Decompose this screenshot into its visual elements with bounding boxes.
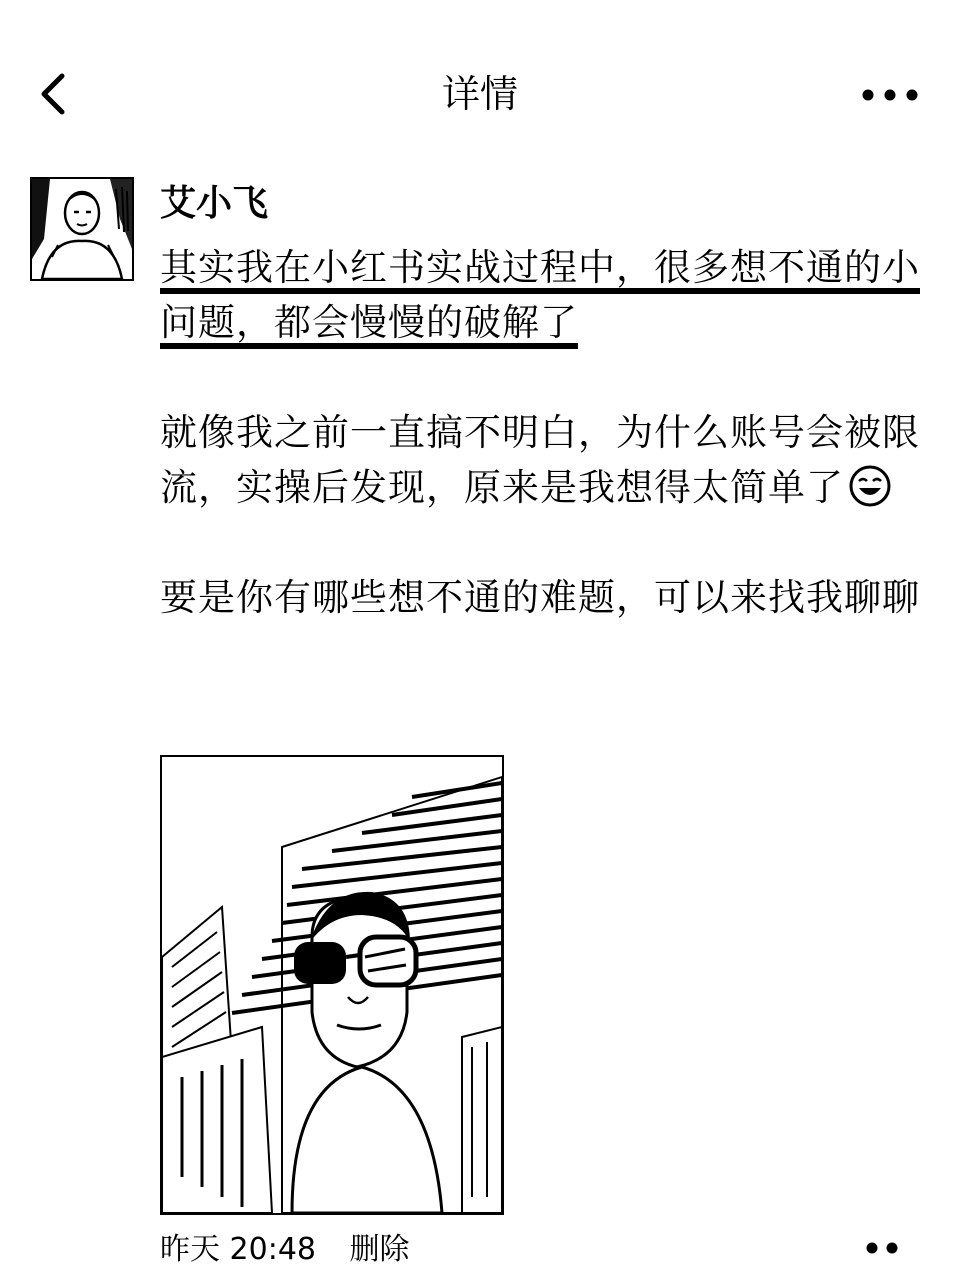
person-avatar-image — [32, 179, 132, 279]
post-paragraph — [160, 405, 920, 515]
grinning-emoji-icon — [848, 464, 892, 508]
delete-button[interactable]: 删除 — [349, 1232, 410, 1267]
post-timestamp: 昨天 20:48 — [160, 1232, 316, 1267]
post-photo[interactable] — [160, 755, 504, 1215]
author-avatar[interactable] — [30, 177, 134, 281]
comment-like-button[interactable] — [860, 1236, 904, 1260]
post-paragraph-text: 其实我在小红书实战过程中，很多想不通的小问题，都会慢慢的破解了 — [160, 246, 920, 344]
post-paragraph — [160, 570, 920, 625]
post-paragraph — [160, 240, 920, 350]
post-content — [160, 240, 920, 680]
top-navigation-bar — [0, 0, 960, 190]
post-paragraph-text: 就像我之前一直搞不明白，为什么账号会被限流，实操后发现，原来是我想得太简单了 — [160, 411, 920, 509]
post-paragraph-text: 要是你有哪些想不通的难题，可以来找我聊聊 — [160, 576, 920, 619]
selfie-photo-image — [162, 757, 502, 1213]
more-dots-icon — [858, 78, 922, 112]
page-title: 详情 — [441, 72, 518, 116]
more-options-button[interactable] — [858, 78, 922, 112]
comment-dots-icon — [860, 1236, 904, 1260]
post-footer — [160, 1228, 410, 1272]
author-name[interactable]: 艾小飞 — [160, 183, 269, 224]
